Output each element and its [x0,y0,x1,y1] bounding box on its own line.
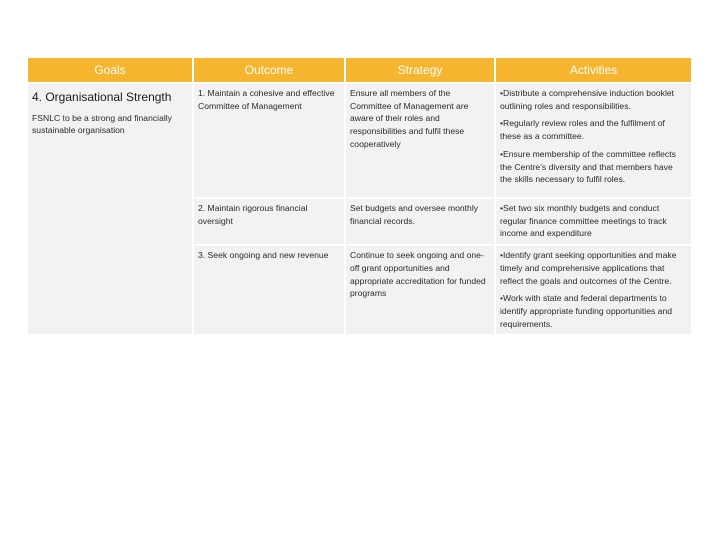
header-strategy: Strategy [346,58,494,82]
activity-item: •Identify grant seeking opportunities and make timely and comprehensive applications that reflect the goals and outcomes of the Centre. [500,250,677,286]
activity-item: •Regularly review roles and the fulfilment of these as a committee. [500,118,665,142]
activities-cell [496,199,691,244]
goal-title: 4. Organisational Strength [32,90,172,104]
activities-cell [496,246,691,334]
activity-item: •Work with state and federal departments to identify appropriate funding opportunities and requirements. [500,293,672,329]
goals-table [26,56,693,336]
goal-description: FSNLC to be a strong and financially sustainable organisation [32,112,172,136]
activities-cell [496,84,691,197]
table-row [28,84,691,197]
outcome-cell: 1. Maintain a cohesive and effective Committee of Management [194,84,344,197]
header-row [28,58,691,82]
outcome-cell: 3. Seek ongoing and new revenue [194,246,344,334]
strategy-cell: Set budgets and oversee monthly financial records. [346,199,494,244]
activity-item: •Ensure membership of the committee reflects the Centre’s diversity and that members have the skills necessary to fulfil roles. [500,148,676,185]
activity-item: •Distribute a comprehensive induction booklet outlining roles and responsibilities. [500,88,675,111]
header-activities: Activities [496,58,691,82]
activity-item: •Set two six monthly budgets and conduct regular finance committee meetings to track income and expenditure [500,203,667,239]
outcome-cell: 2. Maintain rigorous financial oversight [194,199,344,244]
strategy-cell: Continue to seek ongoing and one-off grant opportunities and appropriate accreditation for funded programs [346,246,494,334]
header-goals: Goals [28,58,192,82]
header-outcome: Outcome [194,58,344,82]
goal-cell [28,84,192,334]
strategy-cell: Ensure all members of the Committee of Management are aware of their roles and responsibilities and fulfil these cooperatively [346,84,494,197]
